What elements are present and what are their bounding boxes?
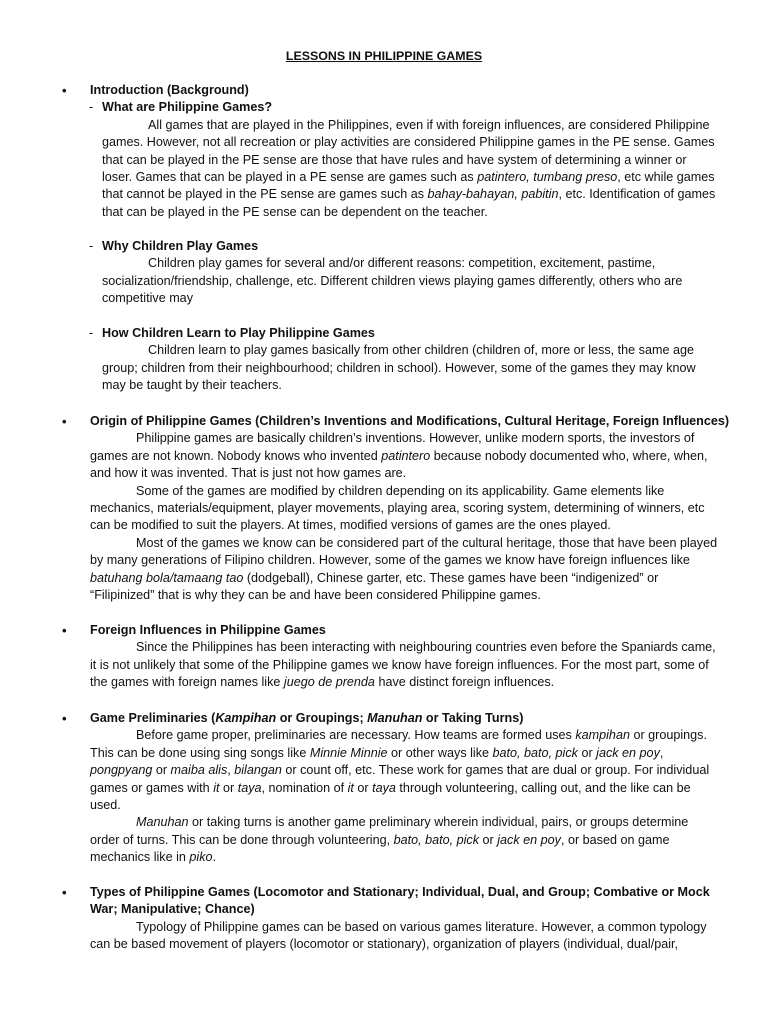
dash-icon: - xyxy=(89,239,94,253)
paragraph-how-learn: Children learn to play games basically from other children (children of, more or less, the same age group; children from their neighbourhood; children in school). However, some of the games they may know may be taught by their teachers. xyxy=(102,343,696,393)
dash-icon: - xyxy=(89,326,94,340)
bullet-icon: • xyxy=(62,711,67,726)
bullet-icon: • xyxy=(62,885,67,900)
subheading-how-learn xyxy=(0,325,768,342)
section-origin xyxy=(0,413,768,604)
subheading-why-children-label: Why Children Play Games xyxy=(102,239,259,253)
section-heading-introduction: Introduction (Background) xyxy=(90,83,249,97)
section-foreign-influences xyxy=(0,622,768,692)
paragraph-types: Typology of Philippine games can be based on various games literature. However, a common typology can be based movement of players (locomotor or stationary), organization of players (individual, dual/pair, xyxy=(90,919,707,952)
bullet-heading xyxy=(0,884,768,919)
paragraph-origin-1: Philippine games are basically children’s inventions. However, unlike modern sports, the investors of games are not known. Nobody knows who invented patintero because nobody documented who, where, when, and how it was invented. That is just not how games are. xyxy=(90,431,708,481)
paragraph-why-children: Children play games for several and/or different reasons: competition, excitement, pastime, socialization/friendship, challenge, etc. Different children views playing games differently, others who are competitive may xyxy=(102,256,683,306)
page-title: LESSONS IN PHILIPPINE GAMES xyxy=(285,49,483,63)
bullet-icon: • xyxy=(62,414,67,429)
paragraph-preliminaries-2: Manuhan or taking turns is another game preliminary wherein individual, pairs, or groups determine order of turns. This can be done through volunteering, bato, bato, pick or jack en poy, or based on game mechanics like in piko. xyxy=(90,815,689,865)
paragraph-foreign: Since the Philippines has been interacting with neighbouring countries even before the Spaniards came, it is not unlikely that some of the Philippine games we know have foreign influences. For the most part, some of the games with foreign names like juego de prenda have distinct foreign influences. xyxy=(90,640,716,690)
paragraph-origin-3: Most of the games we know can be considered part of the cultural heritage, those that have been played by many generations of Filipino children. However, some of the games we know have foreign influences like batuhang bola/tamaang tao (dodgeball), Chinese garter, etc. These games have been “indigenized” or “Filipinized” that is why they can be and have been considered Philippine games. xyxy=(90,535,718,603)
subheading-what-are xyxy=(0,99,768,116)
bullet-heading xyxy=(0,622,768,639)
bullet-icon: • xyxy=(62,623,67,638)
section-heading-types: Types of Philippine Games (Locomotor and Stationary; Individual, Dual, and Group; Combative or Mock War; Manipulative; Chance) xyxy=(90,885,710,917)
subheading-why-children xyxy=(0,238,768,255)
bullet-heading xyxy=(0,710,768,727)
section-introduction xyxy=(0,82,768,221)
subheading-how-learn-label: How Children Learn to Play Philippine Games xyxy=(102,326,375,340)
section-types xyxy=(0,884,768,954)
section-heading-origin: Origin of Philippine Games (Children’s Inventions and Modifications, Cultural Heritage, Foreign Influences) xyxy=(90,414,730,428)
bullet-heading xyxy=(0,82,768,99)
dash-icon: - xyxy=(89,100,94,115)
bullet-icon: • xyxy=(62,83,67,98)
section-heading-preliminaries: Game Preliminaries (Kampihan or Groupings; Manuhan or Taking Turns) xyxy=(90,711,524,725)
subheading-what-are-label: What are Philippine Games? xyxy=(102,100,273,115)
paragraph-origin-2: Some of the games are modified by children depending on its applicability. Game elements like mechanics, materials/equipment, player movements, playing area, scoring system, determining of winners, etc can be modified to suit the players. At times, modified versions of games are the ones played. xyxy=(90,483,705,533)
section-why-children xyxy=(0,238,768,308)
section-preliminaries xyxy=(0,710,768,867)
bullet-heading xyxy=(0,413,768,430)
section-heading-foreign: Foreign Influences in Philippine Games xyxy=(90,623,326,637)
paragraph-what-are: All games that are played in the Philippines, even if with foreign influences, are considered Philippine games. However, not all recreation or play activities are considered Philippine games in the PE sense. Games that can be played in the PE sense are those that have rules and have system of determining a winner or loser. Games that can be played in a PE sense are games such as patintero, tumbang preso, etc while games that cannot be played in the PE sense are games such as bahay-bahayan, pabitin, etc. Identification of games that can be played in the PE sense can be dependent on the teacher. xyxy=(102,117,716,219)
section-how-children-learn xyxy=(0,325,768,395)
paragraph-preliminaries-1: Before game proper, preliminaries are necessary. How teams are formed uses kampihan or groupings. This can be done using sing songs like Minnie Minnie or other ways like bato, bato, pick or jack en poy, pongpyang or maiba alis, bilangan or count off, etc. These work for games that are dual or group. For individual games or games with it or taya, nomination of it or taya through volunteering, calling out, and the like can be used. xyxy=(90,728,710,813)
